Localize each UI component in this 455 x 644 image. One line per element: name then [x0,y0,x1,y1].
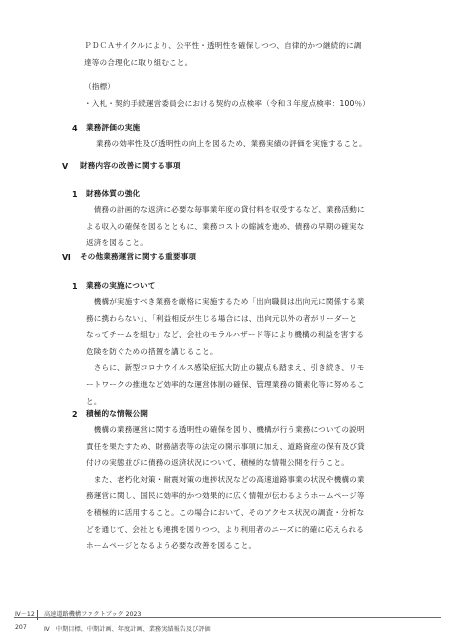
section-VI2-title: 積極的な情報公開 [86,409,148,418]
disclosure-paragraph: 機構の業務運営に関する透明性の確保を図り、機構が行う業務についての説明 責任を果たすため、財務諸表等の法定の開示事項に加え、道路資産の保有及び貸 付けの実態並びに債務の返済状況について、積極的な情報公開を行うこと。 また、老朽化対策・耐震対策の進捗状況などの高速道路事業の状況や機構の業 務運営に関し、国民に効率的かつ効果的に広く情報が伝わるようホームページ等 を積極的に活用すること。この場合において、そのアクセス状況の調査・分析な どを通じて、会社とも連携を図りつつ、より利用者のニーズに的確に応えられる ホームページとなるよう必要な改善を図ること。 [86,425,365,551]
footer-page-label: Ⅳ－12 [15,611,35,618]
section-V-title: 財務内容の改善に関する事項 [80,161,181,170]
section-V1-title: 財務体質の強化 [86,189,141,198]
pdca-paragraph: ＰＤＣＡサイクルにより、公平性・透明性を確保しつつ、自律的かつ継続的に調 達等の合理化に取り組むこと。 [84,41,362,67]
section-VI1-number: 1 [72,282,78,291]
indicator-item: ・入札・契約手続運営委員会における契約の点検率（令和３年度点検率：100％） [84,99,370,108]
section-4-title: 業務評価の実施 [86,123,141,132]
footer-chapter: Ⅳ 中期目標、中期計画、年度計画、業務実績報告及び評価 [44,626,211,633]
section-VI-number: Ⅵ [62,253,71,262]
implementation-paragraph: 機構が実施すべき業務を厳格に実施するため「出向職員は出向元に関係する業 務に携わらない」、「利益相反が生じる場合には、出向元以外の者がリーダーと なってチームを組む」など、会社のモラルハザード等により機構の利益を害する 危険を防ぐための措置を講じること。 さらに、新型コロナウイルス感染症拡大防止の観点も踏まえ、引き続き、リモ ートワークの推進など効率的な運営体制の確保、管理業務の簡素化等に努めるこ と。 [86,297,365,406]
section-VI1-title: 業務の実施について [86,281,156,290]
footer-page-number: 207 [15,624,27,631]
section-VI-title: その他業務運営に関する重要事項 [80,252,197,261]
section-4-number: 4 [72,124,78,133]
evaluation-paragraph: 業務の効率性及び透明性の向上を図るため、業務実績の評価を実施すること。 [96,139,367,148]
financial-paragraph: 債務の計画的な返済に必要な毎事業年度の貸付料を収受するなど、業務活動に よる収入の確保を図るとともに、業務コストの縮減を進め、債務の早期の確実な 返済を図ること。 [86,205,365,248]
footer-book-title: 高速道路機構ファクトブック 2023 [44,611,142,618]
section-V-number: Ⅴ [62,162,69,171]
indicator-heading: （指標） [84,82,115,91]
section-VI2-number: 2 [72,410,78,419]
section-V1-number: 1 [72,190,78,199]
footer-separator [37,610,38,620]
